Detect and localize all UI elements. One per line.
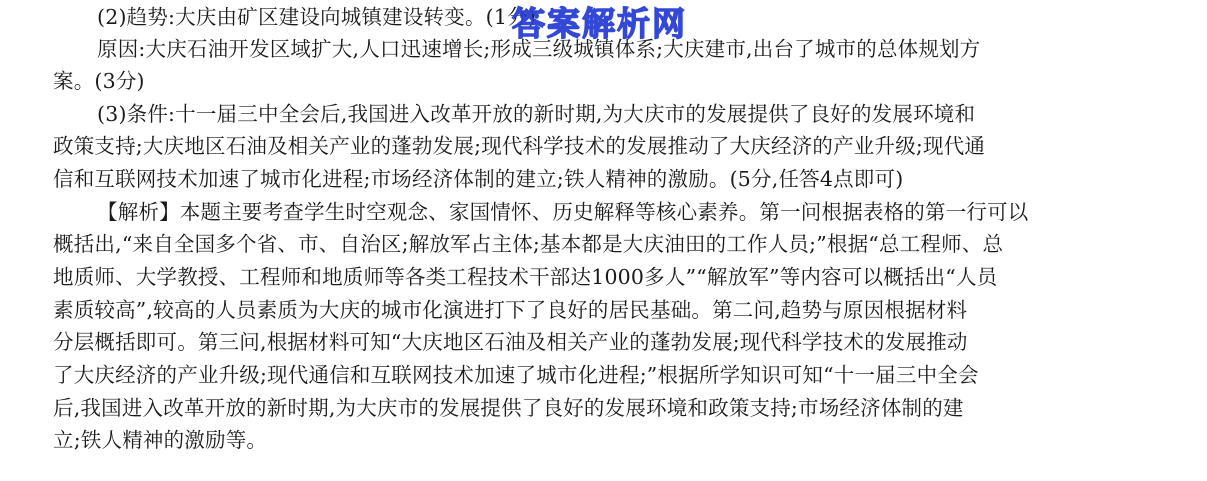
watermark-text: 答案解析网 <box>512 4 687 43</box>
analysis-line-3: 地质师、大学教授、工程师和地质师等各类工程技术干部达1000多人”“解放军”等内容可以概括出“人员 <box>53 265 998 289</box>
answer-2-reason: 原因:大庆石油开发区域扩大,人口迅速增长;形成三级城镇体系;大庆建市,出台了城市的总体规划方 <box>97 37 981 61</box>
answer-3-cont-2: 信和互联网技术加速了城市化进程;市场经济体制的建立;铁人精神的激励。(5分,任答4点即可) <box>53 167 904 191</box>
analysis-line-6: 了大庆经济的产业升级;现代通信和互联网技术加速了城市化进程;”根据所学知识可知“十一届三中全会 <box>53 363 979 387</box>
analysis-line-2: 概括出,“来自全国多个省、市、自治区;解放军占主体;基本都是大庆油田的工作人员;”根据“总工程师、总 <box>53 232 1004 256</box>
answer-2-reason-cont: 案。(3分) <box>53 69 145 93</box>
analysis-line-8: 立;铁人精神的激励等。 <box>53 428 268 452</box>
analysis-line-4: 素质较高”,较高的人员素质为大庆的城市化演进打下了良好的居民基础。第二问,趋势与原因根据材料 <box>53 298 968 322</box>
answer-3-cont-1: 政策支持;大庆地区石油及相关产业的蓬勃发展;现代科学技术的发展推动了大庆经济的产业升级;现代通 <box>53 134 986 158</box>
analysis-paragraph: 【解析】本题主要考查学生时空观念、家国情怀、历史解释等核心素养。第一问根据表格的第一行可以 <box>97 200 1029 224</box>
analysis-line-7: 后,我国进入改革开放的新时期,为大庆市的发展提供了良好的发展环境和政策支持;市场经济体制的建 <box>53 396 964 420</box>
analysis-line-5: 分层概括即可。第三问,根据材料可知“大庆地区石油及相关产业的蓬勃发展;现代科学技术的发展推动 <box>53 330 968 354</box>
answer-3-conditions: (3)条件:十一届三中全会后,我国进入改革开放的新时期,为大庆市的发展提供了良好的发展环境和 <box>97 102 976 126</box>
answer-2-trend: (2)趋势:大庆由矿区建设向城镇建设转变。(1分) <box>97 5 536 29</box>
